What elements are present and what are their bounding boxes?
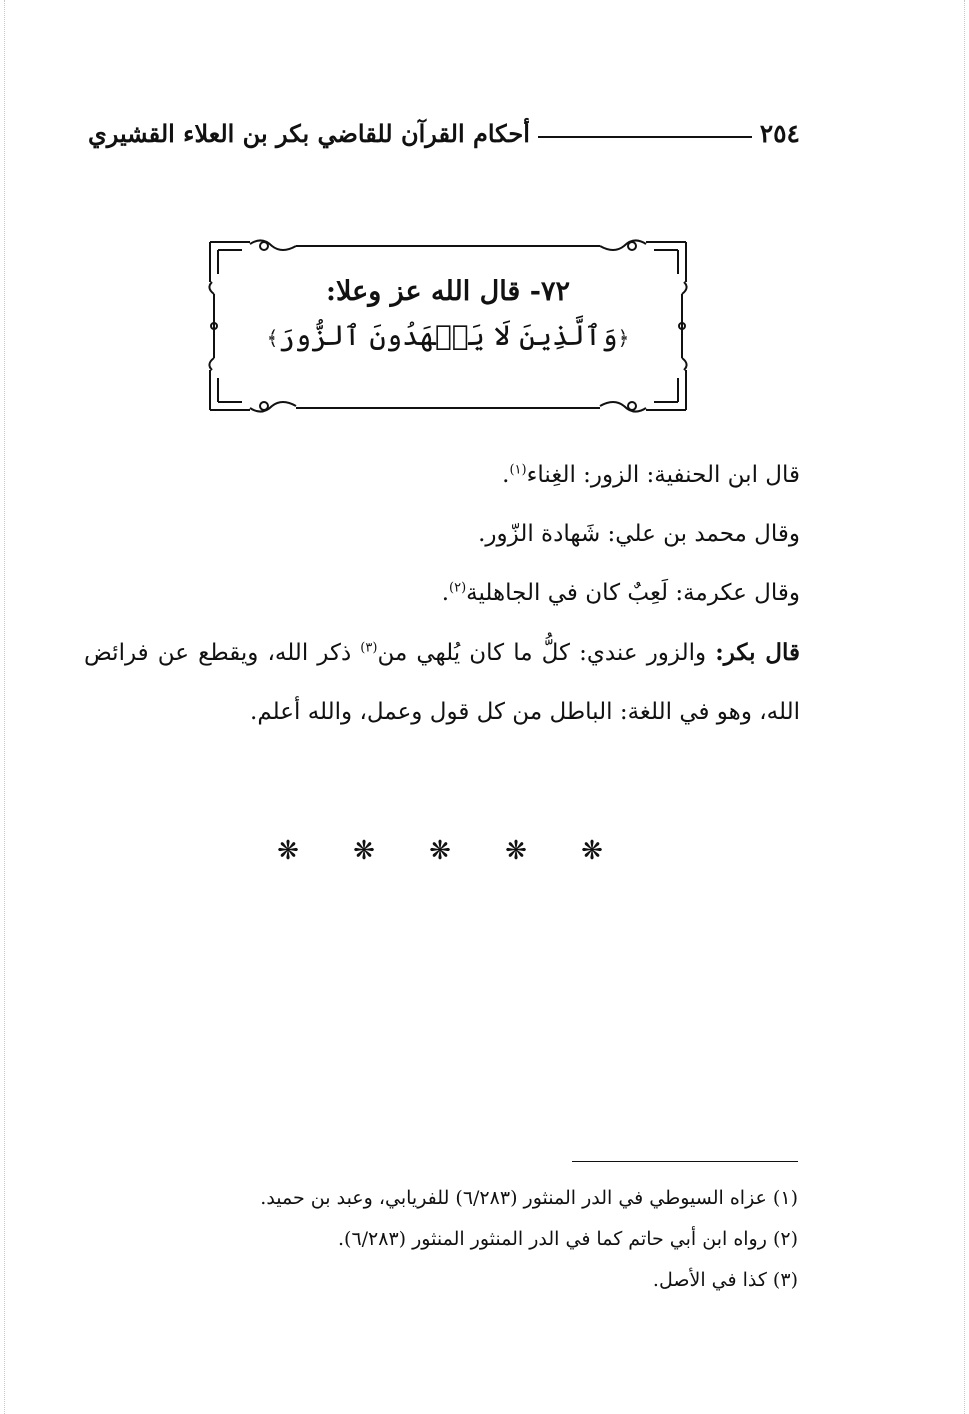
paragraph-text: وقال محمد بن علي: شَهادة الزّور. [478, 521, 800, 547]
quran-verse [244, 314, 652, 360]
paragraph-bakr [84, 623, 800, 742]
footnote-divider [572, 1161, 798, 1162]
section-heading-frame [204, 236, 692, 416]
footnote-ref: (١) [509, 462, 527, 478]
paragraph-end: . [441, 580, 449, 606]
paragraph-text: ذكر الله، ويقطع عن فرائض الله، وهو في اللغة: الباطل من كل قول وعمل، والله أعلم. [84, 640, 800, 725]
footnote-ref: (٣) [360, 640, 378, 656]
paragraph-text: وقال عكرمة: لَعِبٌ كان في الجاهلية [466, 580, 800, 606]
header-rule [538, 136, 752, 138]
running-header [88, 113, 800, 153]
verse-text: وَٱلَّذِينَ لَا يَشۡهَدُونَ ٱلزُّورَ [278, 319, 618, 352]
footnote-1: (١) عزاه السيوطي في الدر المنثور (٦/٢٨٣) للفريابي، وعبد بن حميد. [260, 1187, 798, 1209]
speaker-label: قال بكر: [715, 639, 800, 666]
page-number: ٢٥٤ [759, 118, 800, 148]
paragraph-text: قال ابن الحنفية: الزور: الغِناء [526, 462, 800, 488]
book-title: أحكام القرآن للقاضي بكر بن العلاء القشيري [88, 118, 530, 148]
footnote-3: (٣) كذا في الأصل. [652, 1269, 798, 1291]
asterism-icon: ❋ [505, 836, 527, 866]
asterism-icon: ❋ [581, 836, 603, 866]
body-text [84, 446, 800, 742]
verse-bracket-close: ﴾ [266, 326, 279, 350]
asterism-icon: ❋ [429, 836, 451, 866]
section-heading: ٧٢- قال الله عز وعلا: [326, 276, 570, 307]
footnotes [150, 1178, 798, 1301]
section-separator [270, 836, 610, 866]
paragraph-ibn-alhanafiyya [84, 446, 800, 505]
footnote-2: (٢) رواه ابن أبي حاتم كما في الدر المنثور المنثور (٦/٢٨٣). [337, 1228, 798, 1250]
paragraph-muhammad-ibn-ali [84, 505, 800, 564]
asterism-icon: ❋ [277, 836, 299, 866]
paragraph-ikrima [84, 564, 800, 623]
page-edge-right [962, 0, 965, 1414]
verse-bracket-open: ﴿ [617, 326, 630, 350]
page-edge-left [4, 0, 7, 1414]
paragraph-text: والزور عندي: كلُّ ما كان يُلهي من [377, 640, 716, 666]
asterism-icon: ❋ [353, 836, 375, 866]
paragraph-end: . [502, 462, 510, 488]
footnote-ref: (٢) [449, 580, 467, 596]
